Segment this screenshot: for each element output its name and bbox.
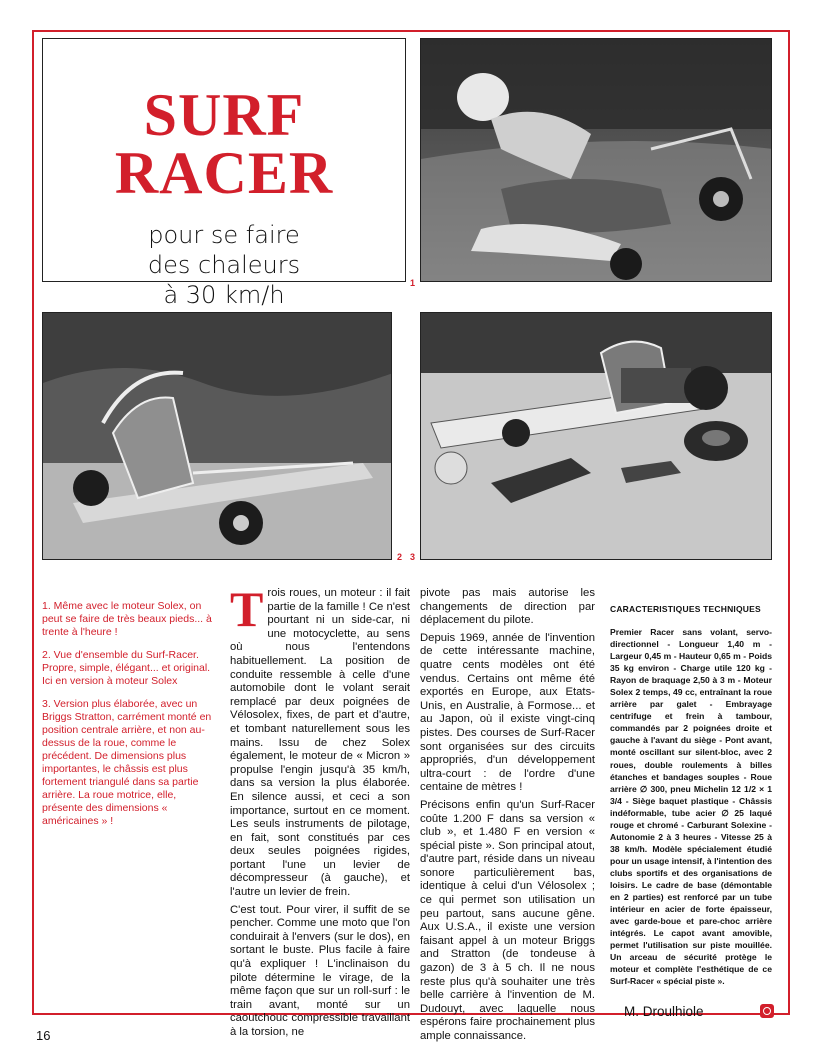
subtitle-line-2: des chaleurs <box>147 251 301 279</box>
subtitle-line-3: à 30 km/h <box>163 281 285 309</box>
article-paragraph-4: Depuis 1969, année de l'invention de cette intéressante machine, quatre cents modèles ont été vendus. Certains ont même été exportés en Europe, aux Etats-Unis, en Australie, à Formose... et au Japon, où il existe vingt-cinq pistes. Des courses de Surf-Racer sont organisées sur des circuits appropriés, d'un développement ultra-court : de l'ordre d'une centaine de mètres ! <box>420 631 595 794</box>
tech-specs-heading: CARACTERISTIQUES TECHNIQUES <box>610 604 761 614</box>
magazine-logo-icon <box>760 1004 774 1018</box>
photo-captions <box>42 600 217 838</box>
photo-rider <box>420 38 772 282</box>
page-number: 16 <box>36 1028 51 1043</box>
title-line-2: RACER <box>114 140 334 206</box>
photo-kart-solex <box>42 312 392 560</box>
caption-2: 2. Vue d'ensemble du Surf-Racer. Propre, simple, élégant... et original. Ici en version à moteur Solex <box>42 649 211 687</box>
title-box <box>42 38 406 309</box>
article-column-1 <box>230 581 410 1044</box>
article-paragraph-3: pivote pas mais autorise les changements de direction par déplacement du pilote. <box>420 587 595 627</box>
subtitle-line-1: pour se faire <box>148 221 300 249</box>
photo-number-2: 2 <box>397 552 403 562</box>
author-name: M. Droulhiole <box>624 1004 704 1019</box>
article-column-2 <box>420 587 595 1048</box>
drop-cap: T <box>230 581 264 637</box>
article-paragraph-5: Précisons enfin qu'un Surf-Racer coûte 1.200 F dans sa version « club », et 1.480 F en version « spécial piste ». Son principal atout, d'autre part, réside dans un niveau sonore particulièrement bas, identique à celui d'un Vélosolex ; ce qui permet son utilisation un peu partout, sans aucune gêne. Aux U.S.A., il existe une version faisant appel à un moteur Briggs and Stratton (de tondeuse à gazon) de 3 à 5 ch. Il ne nous reste plus qu'à souhaiter une très belle carrière à l'invention de M. Dudouyt, avec laquelle nous espérons faire prochainement plus ample connaissance. <box>420 798 595 1042</box>
photo-number-1: 1 <box>410 278 416 288</box>
tech-specs-body: Premier Racer sans volant, servo-directionnel - Longueur 1,40 m - Largeur 0,45 m - Hauteur 0,65 m - Poids 35 kg environ - Charge utile 120 kg - Rayon de braquage 2,50 à 3 m - Moteur Solex 2 temps, 49 cc, entraînant la roue arrière par galet - Embrayage centrifuge et frein à tambour, commandés par 2 poignées droite et gauche à l'avant du siège - Pont avant, monté oscillant sur silent-bloc, avec 2 roues, double roulements à billes étanches et bandages souples - Roue arrière ∅ 300, pneu Michelin 12 1/2 × 1 3/4 - Siège baquet plastique - Châssis indéformable, tube acier ∅ 25 laqué rouge et chromé - Carburant Solexine - Autonomie 2 à 3 heures - Vitesse 25 à 38 km/h. Modèle spécialement étudié pour un usage intensif, à l'intention des clubs sportifs et des organisations de loisirs. Le cadre de base (démontable en 2 parties) est renforcé par un tube intérieur en acier de forte épaisseur, avec garde-boue et pare-choc arrière intégrés. Le capot avant amovible, permet l'utilisation sur piste mouillée. Un arceau de sécurité protège le moteur et complète l'esthétique de ce Surf-Racer « spécial piste ». <box>610 627 772 987</box>
article-paragraph-1: rois roues, un moteur : il fait partie de la famille ! Ce n'est pourtant ni un side-car, ni une motocyclette, au sens où nous l'entendons habituellement. La position de conduite ressemble à celle d'une automobile dont le volant serait remplacé par deux poignées de Vélosolex, fixes, de part et d'autre, et tombant naturellement sous les mains. Issu de chez Solex également, le moteur de « Micron » propulse l'engin jusqu'à 35 km/h, dans sa version la plus élaborée. En silence aussi, et ceci a son importance, surtout en ce moment. Les seuls instruments de pilotage, en fait, sont constitués par ces deux seules poignées rigides, portant l'une un levier de décompresseur (à gauche), et l'autre un levier de frein. <box>230 587 410 899</box>
photo-number-3: 3 <box>410 552 416 562</box>
caption-1: 1. Même avec le moteur Solex, on peut se faire de très beaux pieds... à trente à l'heure ! <box>42 600 212 638</box>
photo-kart-briggs <box>420 312 772 560</box>
caption-3: 3. Version plus élaborée, avec un Briggs Stratton, carrément monté en position centrale arrière, et non au-dessus de la roue, comme le précédent. De dimensions plus importantes, le châssis est plus fortement triangulé dans sa partie arrière. La roue motrice, elle, présente des dimensions « américaines » ! <box>42 698 212 827</box>
article-paragraph-2: C'est tout. Pour virer, il suffit de se pencher. Comme une moto que l'on conduirait à l'envers (sur le dos), en sortant le buste. Plus facile à faire qu'à expliquer ! L'inclinaison du pilote détermine le virage, de la même façon que sur un roll-surf : le train avant, monté sur un caoutchouc compressible travaillant à la torsion, ne <box>230 903 410 1038</box>
title-line-1: SURF <box>143 82 305 148</box>
